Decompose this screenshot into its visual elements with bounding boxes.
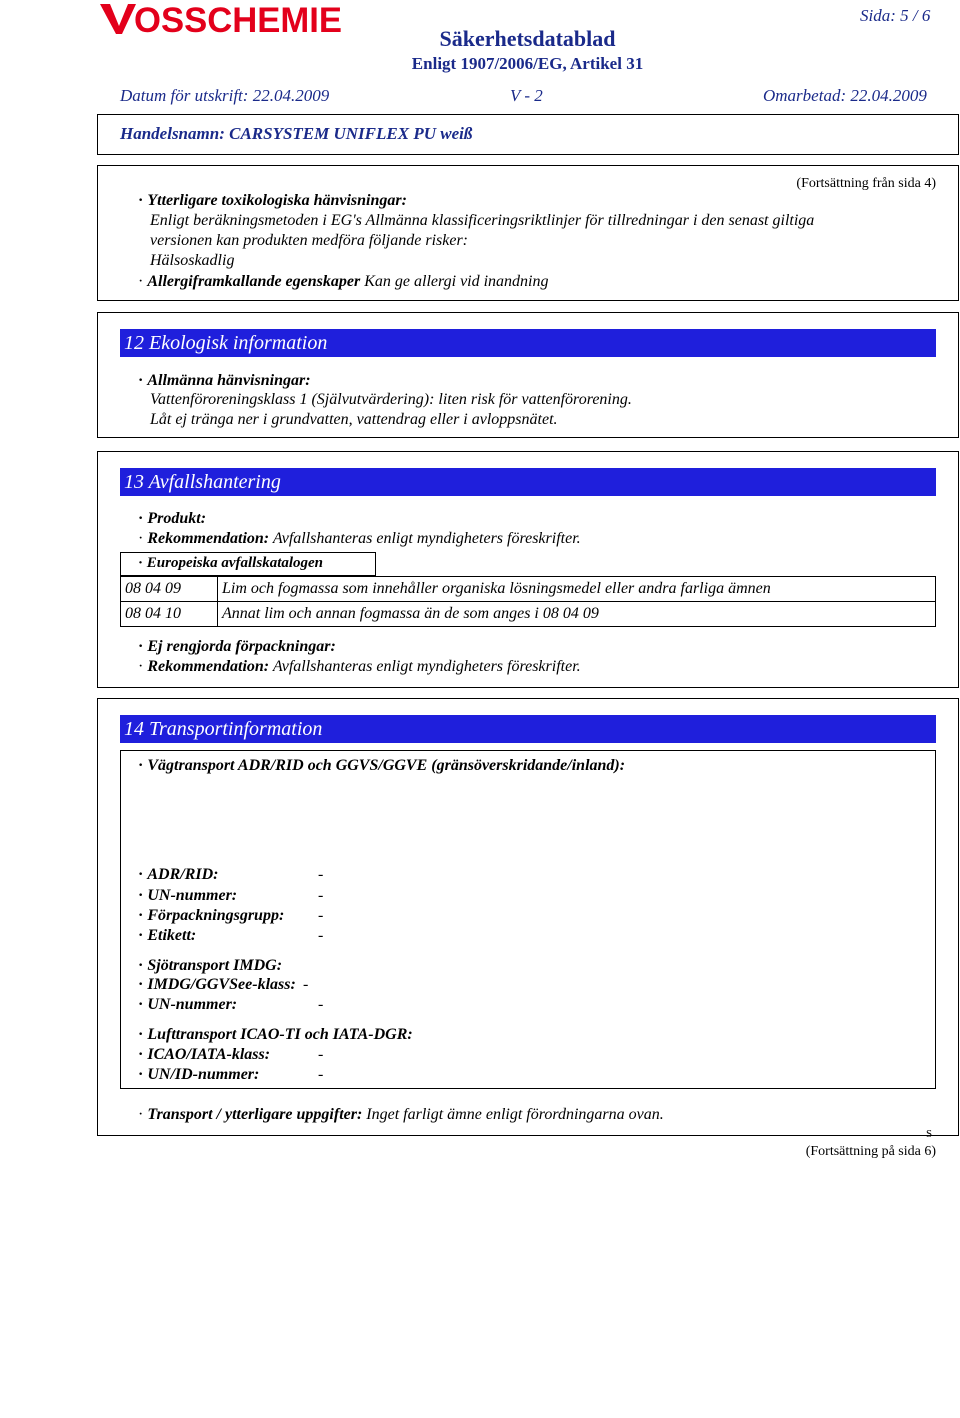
tox-heading: · Ytterligare toxikologiska hänvisningar: <box>138 192 407 210</box>
version: V - 2 <box>510 86 543 105</box>
print-date: Datum för utskrift: 22.04.2009 <box>120 86 330 105</box>
label-label: · Etikett: <box>138 927 196 945</box>
un-value: - <box>318 887 324 904</box>
sec13-uncleaned: · Ej rengjorda förpackningar: <box>138 638 336 656</box>
table-row <box>121 577 936 602</box>
sec13-recommendation <box>138 530 581 548</box>
unid-value: - <box>318 1066 324 1083</box>
allergy-label: Allergiframkallande egenskaper <box>147 273 361 290</box>
air-transport: · Lufttransport ICAO-TI och IATA-DGR: <box>138 1026 413 1044</box>
extra-value: Inget farligt ämne enligt förordningarna ovan. <box>366 1106 664 1123</box>
section-14-title: 14 Transportinformation <box>120 715 936 743</box>
tox-line-3: Hälsoskadlig <box>150 252 235 269</box>
page-number: Sida: 5 / 6 <box>860 6 931 25</box>
sec13-recommendation-2 <box>138 658 581 676</box>
allergy-line <box>138 273 549 291</box>
rec-label: Rekommendation: <box>147 530 270 547</box>
un-label: · UN-nummer: <box>138 887 237 905</box>
icao-label: · ICAO/IATA-klass: <box>138 1046 270 1064</box>
sec13-catalog: · Europeiska avfallskatalogen <box>138 555 323 572</box>
waste-code: 08 04 09 <box>121 577 218 602</box>
rec-value: Avfallshanteras enligt myndigheters föreskrifter. <box>272 530 581 547</box>
transport-extra <box>138 1106 664 1124</box>
sec12-line-1: Vattenföroreningsklass 1 (Självutvärdering): liten risk för vattenförorening. <box>150 391 632 408</box>
allergy-value: Kan ge allergi vid inandning <box>364 273 549 290</box>
un2-label: · UN-nummer: <box>138 996 237 1014</box>
section-13-title: 13 Avfallshantering <box>120 468 936 496</box>
label-value: - <box>318 927 324 944</box>
marker: S <box>926 1128 933 1140</box>
revised-date: Omarbetad: 22.04.2009 <box>763 86 927 105</box>
trade-name: Handelsnamn: CARSYSTEM UNIFLEX PU weiß <box>120 124 473 143</box>
waste-code: 08 04 10 <box>121 602 218 627</box>
tox-line-1: Enligt beräkningsmetoden i EG's Allmänna klassificeringsriktlinjer för tillredningar i den senast giltiga <box>150 212 815 229</box>
waste-description: Annat lim och annan fogmassa än de som anges i 08 04 09 <box>218 602 936 627</box>
document-subtitle: Enligt 1907/2006/EG, Artikel 31 <box>411 54 644 73</box>
tox-line-2: versionen kan produkten medföra följande risker: <box>150 232 469 249</box>
sec12-line-2: Låt ej tränga ner i grundvatten, vattendrag eller i avloppsnätet. <box>150 411 558 428</box>
packing-group-label: · Förpackningsgrupp: <box>138 907 284 925</box>
document-title: Säkerhetsdatablad <box>439 26 616 51</box>
adr-value: - <box>318 866 324 883</box>
sec13-product: · Produkt: <box>138 510 206 528</box>
continued-on: (Fortsättning på sida 6) <box>805 1144 936 1159</box>
rec2-value: Avfallshanteras enligt myndigheters föreskrifter. <box>272 658 581 675</box>
rec2-label: Rekommendation: <box>147 658 270 675</box>
imdg-value: - <box>303 976 309 993</box>
adr-label: · ADR/RID: <box>138 866 218 884</box>
svg-text:OSSCHEMIE: OSSCHEMIE <box>134 1 342 36</box>
section-12-title: 12 Ekologisk information <box>120 329 936 357</box>
continued-from: (Fortsättning från sida 4) <box>796 176 936 191</box>
imdg-label: · IMDG/GGVSee-klass: <box>138 976 296 994</box>
un2-value: - <box>318 996 324 1013</box>
waste-description: Lim och fogmassa som innehåller organiska lösningsmedel eller andra farliga ämnen <box>218 577 936 602</box>
sec12-heading: · Allmänna hänvisningar: <box>138 372 311 390</box>
packing-group-value: - <box>318 907 324 924</box>
waste-catalog-table <box>120 576 936 627</box>
icao-value: - <box>318 1046 324 1063</box>
unid-label: · UN/ID-nummer: <box>138 1066 259 1084</box>
road-transport: · Vägtransport ADR/RID och GGVS/GGVE (gränsöverskridande/inland): <box>138 757 625 775</box>
sea-transport: · Sjötransport IMDG: <box>138 957 282 975</box>
extra-label: Transport / ytterligare uppgifter: <box>147 1106 363 1123</box>
table-row <box>121 602 936 627</box>
